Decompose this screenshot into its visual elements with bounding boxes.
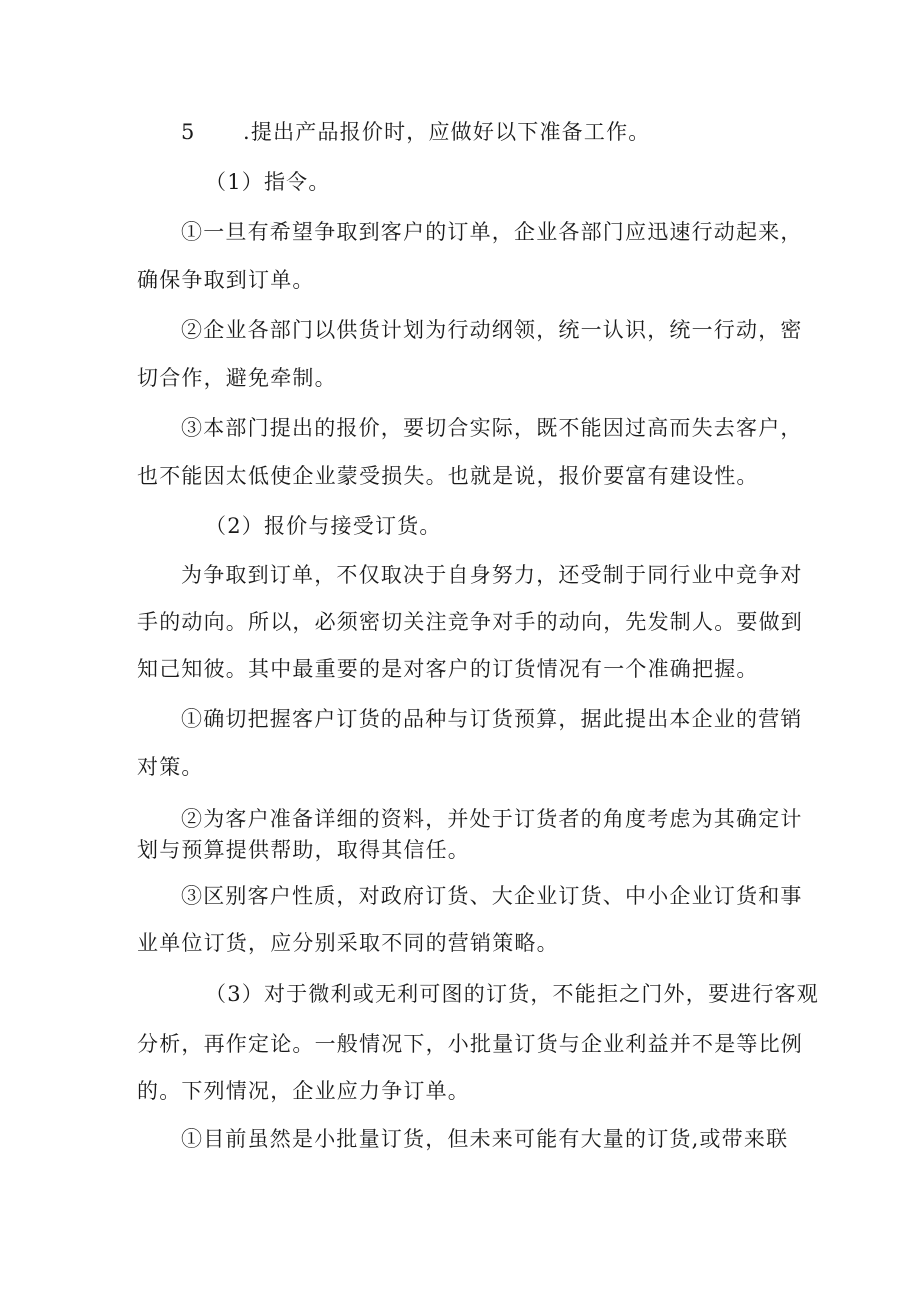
heading-number: 5	[181, 120, 195, 144]
section-1-title: （1）指令。	[205, 170, 331, 194]
paragraph-line: 切合作，避免牵制。	[137, 366, 337, 390]
paragraph-line: 分析，再作定论。一般情况下，小批量订货与企业利益并不是等比例	[137, 1032, 803, 1056]
paragraph-line: 的。下列情况，企业应力争订单。	[137, 1079, 470, 1103]
paragraph-line: ②企业各部门以供货计划为行动纲领，统一认识，统一行动，密	[181, 318, 803, 342]
paragraph-line: ①一旦有希望争取到客户的订单，企业各部门应迅速行动起来，	[181, 220, 803, 244]
paragraph-line: 业单位订货，应分别采取不同的营销策略。	[137, 931, 559, 955]
paragraph-line: ①确切把握客户订货的品种与订货预算，据此提出本企业的营销	[181, 707, 803, 731]
paragraph-line: 确保争取到订单。	[137, 268, 315, 292]
paragraph-line: 对策。	[137, 755, 204, 779]
paragraph-line: ③本部门提出的报价，要切合实际，既不能因过高而失去客户，	[181, 416, 803, 440]
paragraph-line: 也不能因太低使企业蒙受损失。也就是说，报价要富有建设性。	[137, 464, 759, 488]
paragraph-line: 划与预算提供帮助，取得其信任。	[137, 838, 470, 862]
section-2-title: （2）报价与接受订货。	[205, 514, 442, 538]
paragraph-line: （3）对于微利或无利可图的订货，不能拒之门外，要进行客观	[205, 982, 819, 1006]
heading-text: .提出产品报价时，应做好以下准备工作。	[243, 120, 651, 144]
paragraph-line: ①目前虽然是小批量订货，但未来可能有大量的订货,或带来联	[181, 1127, 789, 1151]
paragraph-line: ②为客户准备详细的资料，并处于订货者的角度考虑为其确定计	[181, 807, 803, 831]
paragraph-line: 知己知彼。其中最重要的是对客户的订货情况有一个准确把握。	[137, 657, 759, 681]
paragraph-line: 为争取到订单，不仅取决于自身努力，还受制于同行业中竞争对	[181, 563, 803, 587]
paragraph-line: 手的动向。所以，必须密切关注竞争对手的动向，先发制人。要做到	[137, 610, 803, 634]
paragraph-line: ③区别客户性质，对政府订货、大企业订货、中小企业订货和事	[181, 884, 803, 908]
